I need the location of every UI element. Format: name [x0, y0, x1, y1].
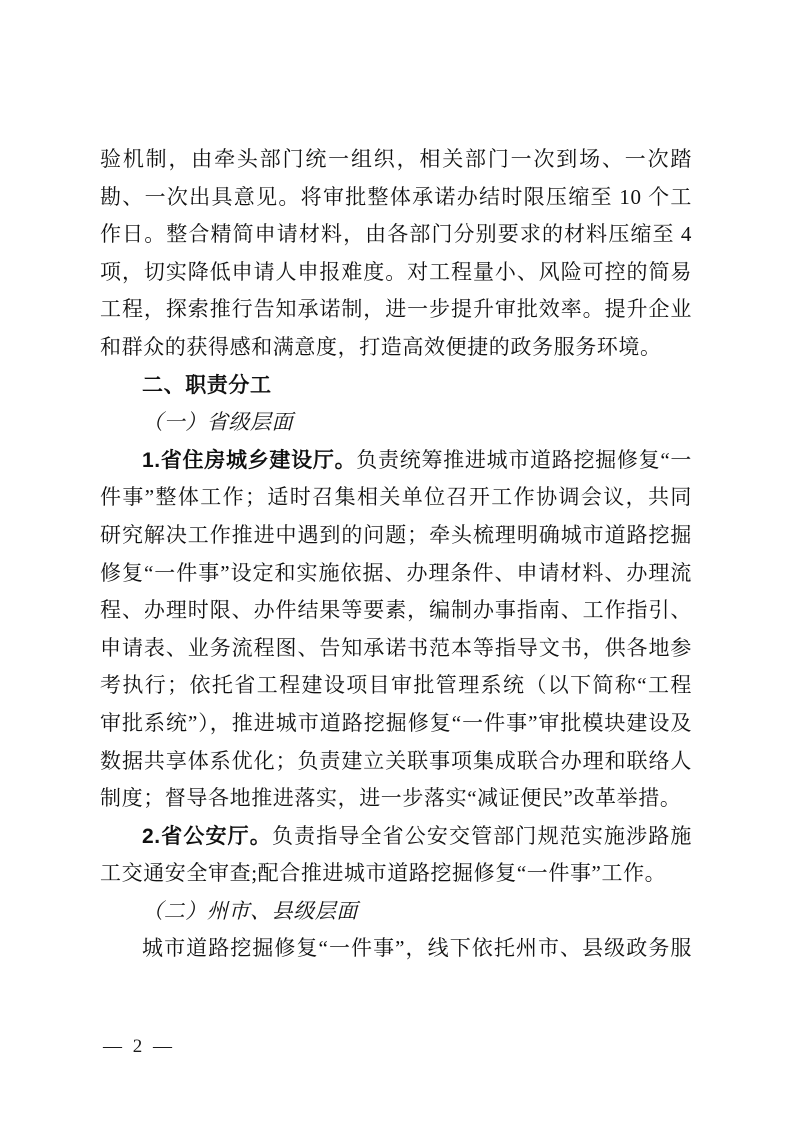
body-paragraph-cutoff: [100, 930, 692, 968]
body-paragraph-continued: [100, 141, 692, 367]
text-segment-normal: 负责指导全省公安交管部门规范实施涉路施工交通安全审查;配合推进城市道路挖掘修复“一件事”工作。: [100, 823, 692, 886]
text-segment-kai: （二）州市、县级层面: [142, 898, 358, 923]
document-body: [100, 141, 692, 968]
text-segment-kai: （一）省级层面: [142, 410, 294, 435]
text-segment-hei: 1.省住房城乡建设厅。: [142, 448, 357, 472]
text-segment-normal: 负责统筹推进城市道路挖掘修复“一件事”整体工作；适时召集相关单位召开工作协调会议，共同研究解决工作推进中遇到的问题；牵头梳理明确城市道路挖掘修复“一件事”设定和实施依据、办理条件、申请材料、办理流程、办理时限、办件结果等要素，编制办事指南、工作指引、申请表、业务流程图、告知承诺书范本等指导文书，供各地参考执行；依托省工程建设项目审批管理系统（以下简称“工程审批系统”），推进城市道路挖掘修复“一件事”审批模块建设及数据共享体系优化；负责建立关联事项集成联合办理和联络人制度；督导各地推进落实，进一步落实“减证便民”改革举措。: [100, 447, 692, 811]
subsection-heading-province: [100, 404, 692, 442]
page-footer: [103, 1035, 175, 1059]
text-segment-hei: 二、职责分工: [142, 373, 272, 397]
text-segment-normal: 城市道路挖掘修复“一件事”，线下依托州市、县级政务服: [142, 936, 692, 961]
body-paragraph-public-security-dept: [100, 818, 692, 893]
text-segment-hei: 2.省公安厅。: [142, 824, 272, 848]
section-heading: [100, 367, 692, 405]
body-paragraph-housing-dept: [100, 442, 692, 818]
page-number: — 2 —: [103, 1036, 175, 1057]
text-segment-normal: 验机制，由牵头部门统一组织，相关部门一次到场、一次踏勘、一次出具意见。将审批整体承诺办结时限压缩至 10 个工作日。整合精简申请材料，由各部门分别要求的材料压缩至 4 项，切实降低申请人申报难度。对工程量小、风险可控的简易工程，探索推行告知承诺制，进一步提升审批效率。提升企业和群众的获得感和满意度，打造高效便捷的政务服务环境。: [100, 147, 692, 359]
subsection-heading-city-county: [100, 893, 692, 931]
